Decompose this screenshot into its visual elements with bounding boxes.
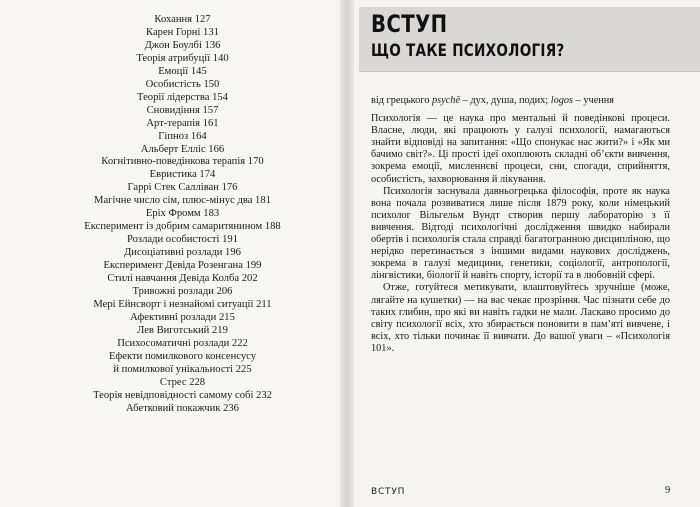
toc-entry: Особистість 150 (145, 78, 220, 90)
toc-entry: й помилкової унікальності 225 (113, 363, 252, 375)
toc-entry: Теорія атрибуції 140 (136, 52, 229, 64)
toc-entry: Когнітивно-поведінкова терапія 170 (101, 156, 264, 168)
running-footer: ВСТУП (371, 487, 406, 497)
toc-entry: Емоції 145 (158, 65, 207, 77)
toc-entry: Евристика 174 (149, 169, 216, 181)
toc-entry: Афективні розлади 215 (130, 311, 235, 323)
etymology-term: logos (550, 95, 574, 106)
toc-entry: Магічне число сім, плюс-мінус два 181 (94, 195, 271, 207)
toc-entry: Карен Горні 131 (146, 26, 219, 38)
book-gutter (340, 0, 354, 507)
toc-entry: Абетковий покажчик 236 (126, 402, 239, 414)
body-paragraph: Отже, готуйтеся метикувати, влаштовуйтесь зручніше (може, лягайте на кушетки) — на вас чекає прозріння. Час пізнати себе до таких глибин, про які ви навіть гадки не мали. Ласкаво просимо до світу психології всіх, хто збирається поновити в пам’яті вивчене, і всіх, хто тільки починає її вивчати. До вашої уваги – «Психологія 101». (371, 282, 670, 354)
toc-entry: Дисоціативні розлади 196 (124, 247, 241, 259)
toc-entry: Арт-терапія 161 (146, 117, 219, 129)
etymology-text: від грецького (371, 95, 433, 106)
toc-entry: Сновидіння 157 (146, 104, 219, 116)
toc-entry: Джон Боулбі 136 (144, 39, 221, 51)
toc-entry: Ефекти помилкового консенсусу (108, 350, 257, 362)
toc-entry: Стилі навчання Девіда Колба 202 (107, 273, 258, 285)
body-paragraph: Психологія — це наука про ментальні й поведінкові процеси. Власне, люди, які працюють у галузі психології, намагаються знайти відповіді на запитання: «Що спонукає нас жити?» і «Як ми бачимо світ?». Ці прості ідеї охоплюють складні об’єкти вивчення, зокрема емоції, мисленнєві процеси, сни, спогади, сприйняття, особистість, захворювання й лікування. (371, 113, 670, 185)
toc-entry: Розлади особистості 191 (127, 234, 238, 246)
toc-entry: Гаррі Стек Салліван 176 (127, 182, 238, 194)
toc-entry: Експеримент із добрим самаритянином 188 (84, 221, 281, 233)
etymology-term: psychē (432, 95, 461, 106)
etymology-text: – дух, душа, подих; (460, 95, 551, 106)
body-paragraph: Психологія заснувала давньогрецька філософія, проте як наука вона почала розвиватися лише після 1879 року, коли німецький психолог Вільгельм Вундт створив першу лабораторію з її вивчення. Відтоді психологічні дослідження швидко набирали обертів і психологія стала справді багатогранною дисципліною, що нерідко перетинається з іншими видами наукових досліджень, зокрема в галузі медицини, генетики, соціології, антропології, лінгвістики, біології й навіть спорту, історії та в любовній сфері. (371, 185, 670, 282)
etymology-text: – учення (573, 95, 615, 106)
page-number: 9 (665, 485, 671, 496)
toc-entry: Еріх Фромм 183 (145, 208, 220, 220)
chapter-subtitle: ЩО ТАКЕ ПСИХОЛОГІЯ? (371, 41, 565, 61)
toc-entry: Гіпноз 164 (158, 130, 207, 142)
toc-entry: Стрес 228 (159, 376, 206, 388)
toc-entry: Тривожні розлади 206 (132, 286, 233, 298)
toc-entry: Альберт Елліс 166 (140, 143, 225, 155)
toc-entry: Теорії лідерства 154 (137, 91, 228, 103)
table-of-contents (60, 14, 305, 416)
chapter-title: ВСТУП (371, 10, 448, 38)
toc-entry: Лев Виготський 219 (137, 324, 228, 336)
etymology-line (371, 95, 670, 107)
toc-entry: Експеримент Девіда Розенгана 199 (103, 260, 262, 272)
toc-entry: Мері Ейнсворт і незнайомі ситуації 211 (93, 298, 272, 310)
chapter-body (371, 95, 670, 355)
toc-entry: Теорія невідповідності самому собі 232 (93, 389, 272, 401)
toc-entry: Психосоматичні розлади 222 (117, 337, 248, 349)
toc-entry: Кохання 127 (154, 14, 211, 25)
